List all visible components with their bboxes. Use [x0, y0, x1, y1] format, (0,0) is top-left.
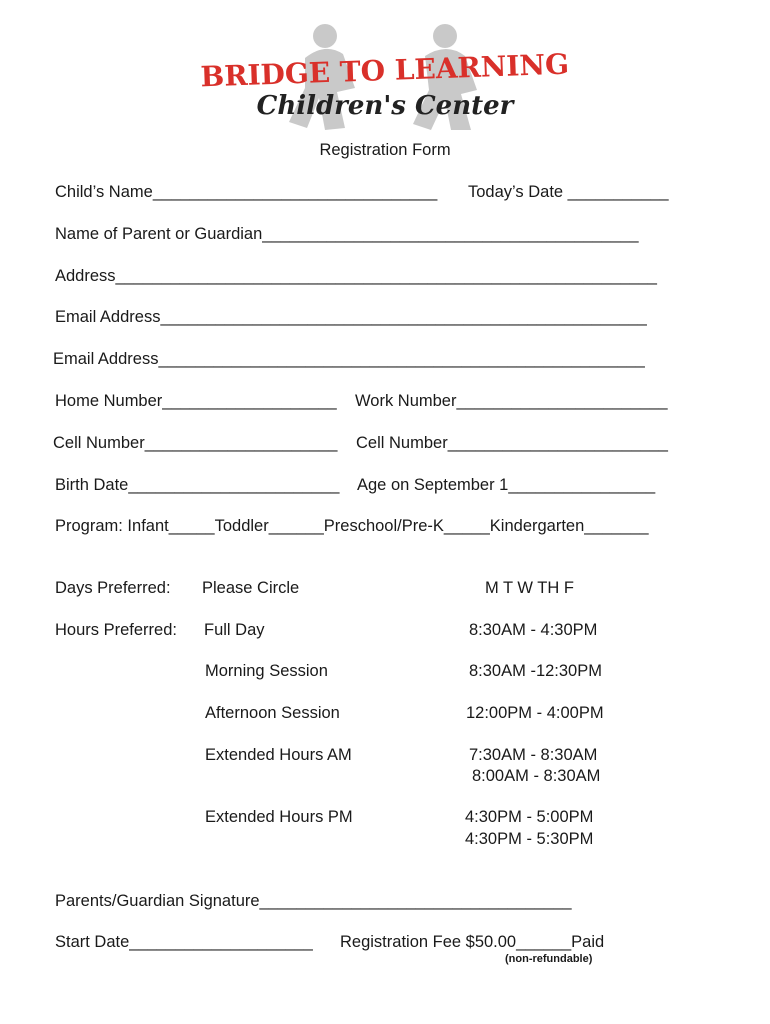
extended-pm-time-2: 4:30PM - 5:30PM: [465, 830, 594, 848]
days-preferred-label: Days Preferred:: [55, 579, 171, 597]
extended-am-time-2: 8:00AM - 8:30AM: [472, 767, 601, 785]
extended-pm-option[interactable]: Extended Hours PM: [205, 808, 353, 826]
signature-field[interactable]: Parents/Guardian Signature__________________________________: [55, 892, 572, 910]
home-number-field[interactable]: Home Number___________________: [55, 392, 337, 410]
work-number-field[interactable]: Work Number_______________________: [355, 392, 668, 410]
full-day-option[interactable]: Full Day: [204, 621, 265, 639]
logo: [200, 18, 570, 136]
morning-session-option[interactable]: Morning Session: [205, 662, 328, 680]
registration-fee-field[interactable]: Registration Fee $50.00______Paid: [340, 933, 605, 951]
logo-graphic: [200, 18, 570, 136]
extended-am-time-1: 7:30AM - 8:30AM: [469, 746, 598, 764]
days-options[interactable]: M T W TH F: [485, 579, 574, 597]
parent-name-field[interactable]: Name of Parent or Guardian_________________________________________: [55, 225, 639, 243]
afternoon-session-option[interactable]: Afternoon Session: [205, 704, 340, 722]
hours-preferred-label: Hours Preferred:: [55, 621, 177, 639]
form-title: Registration Form: [319, 141, 451, 159]
start-date-field[interactable]: Start Date____________________: [55, 933, 313, 951]
afternoon-session-time: 12:00PM - 4:00PM: [466, 704, 604, 722]
logo-line2: Children's Center: [256, 91, 514, 121]
logo-line1: BRIDGE TO LEARNING: [200, 47, 570, 94]
non-refundable-note: (non-refundable): [505, 953, 593, 965]
extended-am-option[interactable]: Extended Hours AM: [205, 746, 352, 764]
days-instruction: Please Circle: [202, 579, 300, 597]
childs-name-field[interactable]: Child’s Name_______________________________: [55, 183, 438, 201]
cell-number-field-2[interactable]: Cell Number________________________: [356, 434, 668, 452]
program-field[interactable]: Program: Infant_____Toddler______Preschool/Pre-K_____Kindergarten_______: [55, 517, 649, 535]
extended-pm-time-1: 4:30PM - 5:00PM: [465, 808, 594, 826]
birth-date-field[interactable]: Birth Date_______________________: [55, 476, 340, 494]
cell-number-field-1[interactable]: Cell Number_____________________: [53, 434, 338, 452]
address-field[interactable]: Address___________________________________________________________: [55, 267, 657, 285]
todays-date-field[interactable]: Today’s Date ___________: [468, 183, 669, 201]
email-field-1[interactable]: Email Address_____________________________________________________: [55, 308, 647, 326]
morning-session-time: 8:30AM -12:30PM: [469, 662, 602, 680]
age-september-field[interactable]: Age on September 1________________: [357, 476, 656, 494]
full-day-time: 8:30AM - 4:30PM: [469, 621, 598, 639]
email-field-2[interactable]: Email Address_____________________________________________________: [53, 350, 645, 368]
